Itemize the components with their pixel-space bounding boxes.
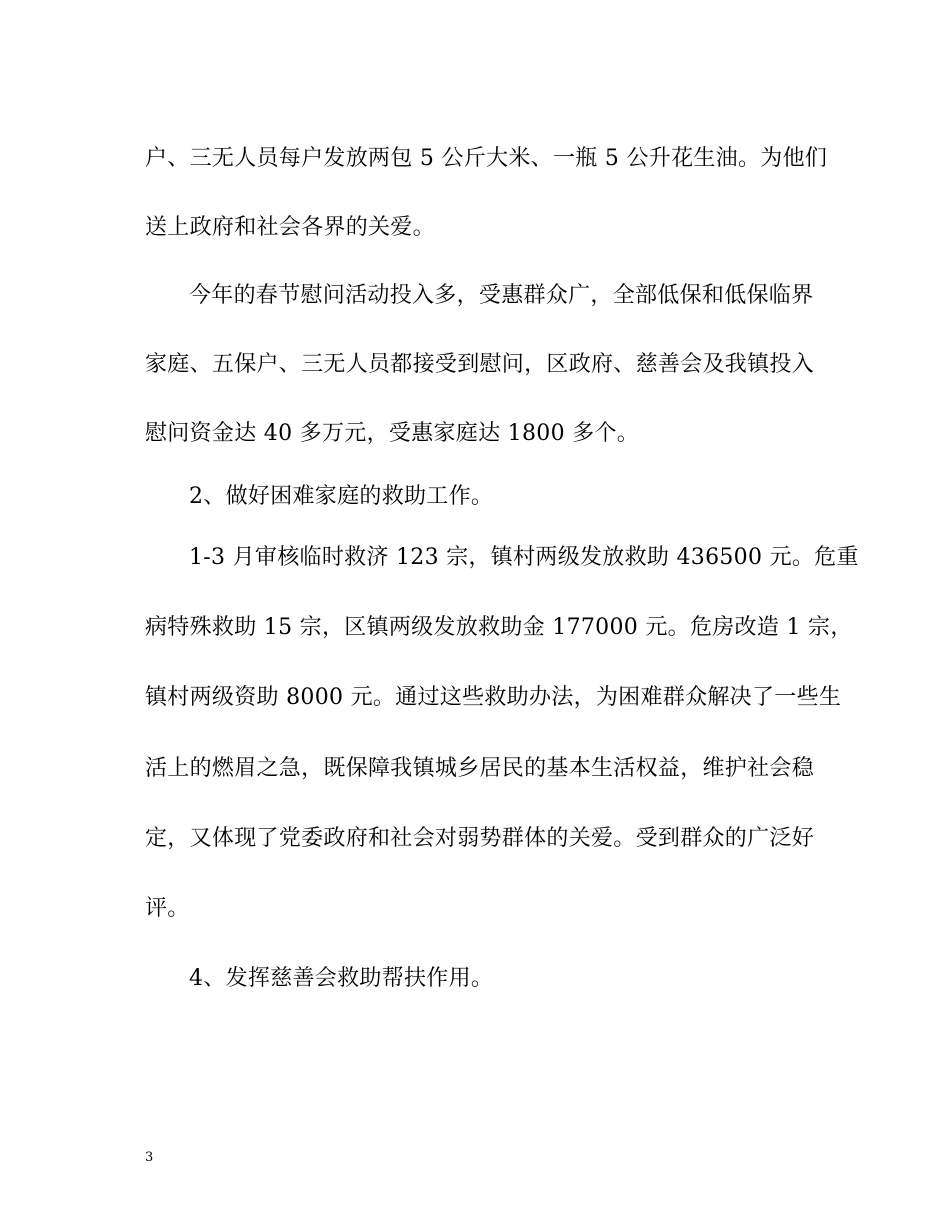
text-line: 评。 [145, 896, 190, 921]
text-line: 定，又体现了党委政府和社会对弱势群体的关爱。受到群众的广泛好 [145, 826, 815, 851]
section-heading: 4、发挥慈善会救助帮扶作用。 [189, 966, 494, 991]
text-line: 镇村两级资助 8000 元。通过这些救助办法，为困难群众解决了一些生 [145, 685, 842, 710]
text-line: 活上的燃眉之急，既保障我镇城乡居民的基本生活权益，维护社会稳 [145, 756, 815, 781]
text-line: 病特殊救助 15 宗，区镇两级发放救助金 177000 元。危房改造 1 宗， [145, 615, 853, 640]
paragraph-start-line: 今年的春节慰问活动投入多，受惠群众广，全部低保和低保临界 [189, 283, 814, 308]
page-number: 3 [145, 1150, 154, 1165]
text-line: 户、三无人员每户发放两包 5 公斤大米、一瓶 5 公升花生油。为他们 [145, 146, 828, 171]
paragraph-start-line: 1-3 月审核临时救济 123 宗，镇村两级发放救助 436500 元。危重 [189, 545, 859, 570]
section-heading: 2、做好困难家庭的救助工作。 [189, 484, 494, 509]
text-line: 慰问资金达 40 多万元，受惠家庭达 1800 多个。 [145, 421, 640, 446]
text-line: 送上政府和社会各界的关爱。 [145, 215, 435, 240]
text-line: 家庭、五保户、三无人员都接受到慰问，区政府、慈善会及我镇投入 [145, 352, 815, 377]
